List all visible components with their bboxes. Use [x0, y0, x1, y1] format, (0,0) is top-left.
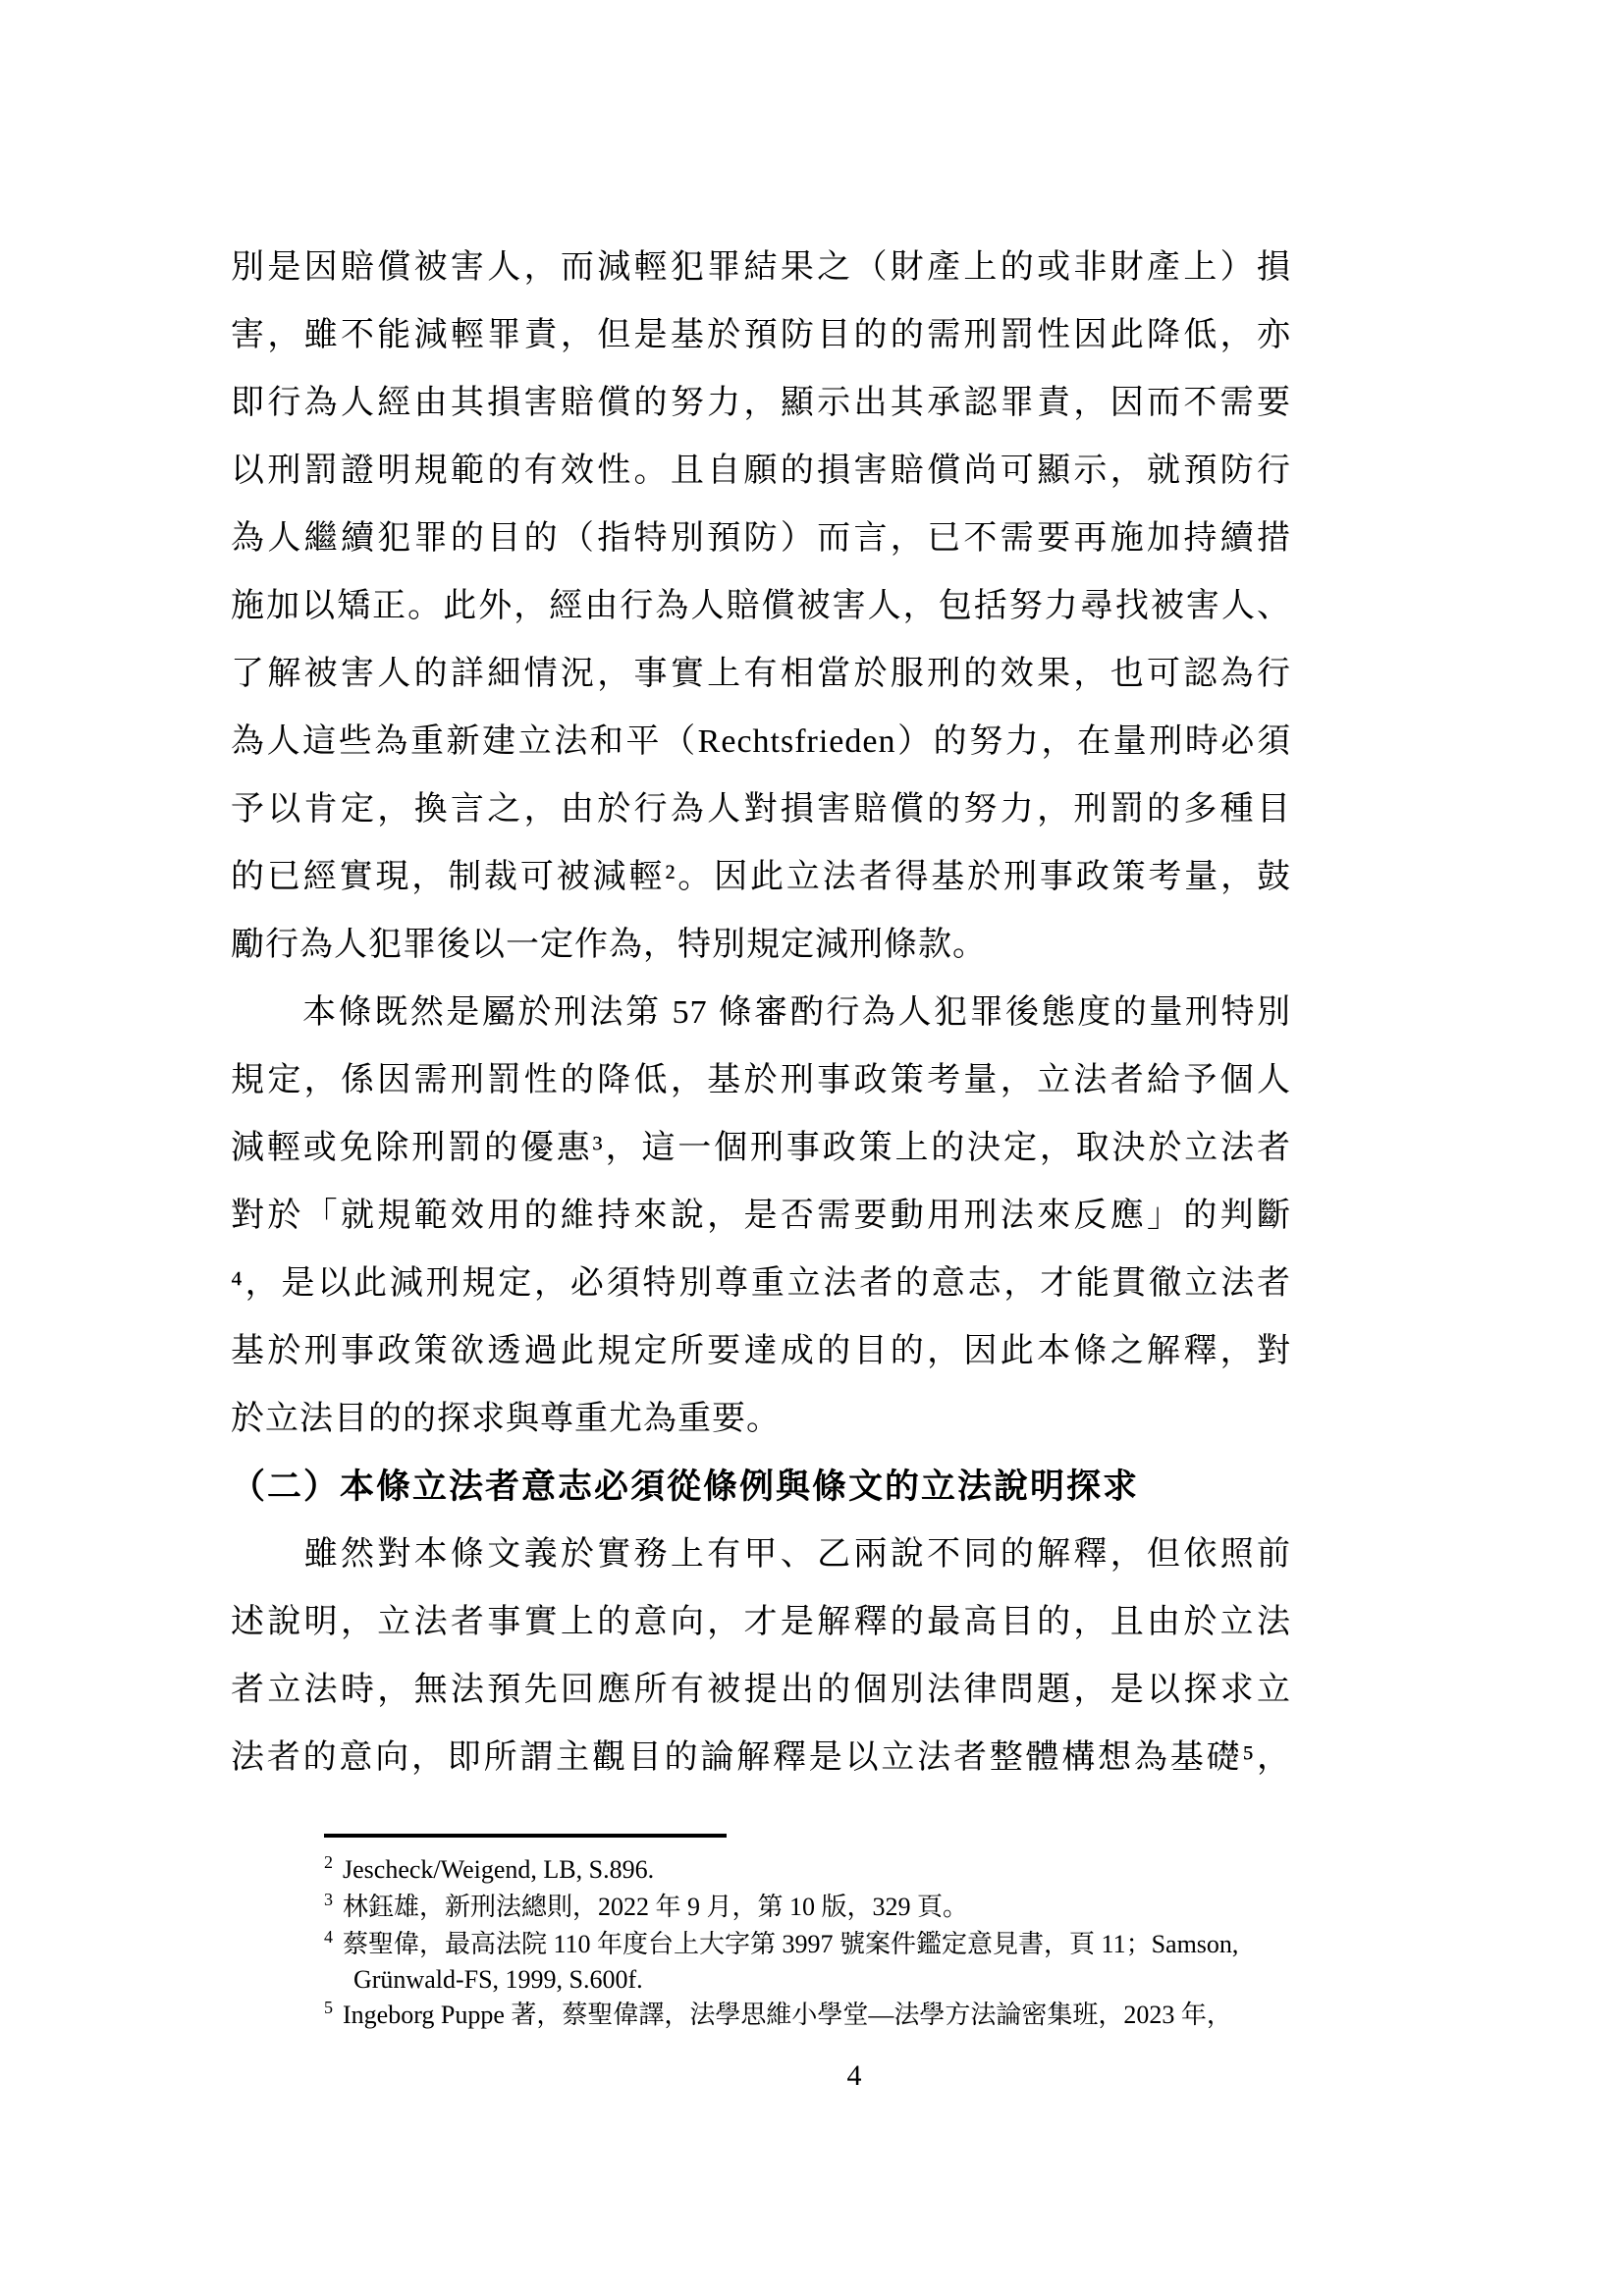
- body-text: [231, 234, 1291, 1791]
- text-line: 予以肯定，換言之，由於行為人對損害賠償的努力，刑罰的多種目: [231, 791, 1291, 828]
- text-line: 雖然對本條文義於實務上有甲、乙兩說不同的解釋，但依照前: [231, 1536, 1291, 1573]
- footnote-separator: [324, 1834, 727, 1838]
- text-line: 本條既然是屬於刑法第 57 條審酌行為人犯罪後態度的量刑特別: [231, 994, 1291, 1031]
- text-line: 基於刑事政策欲透過此規定所要達成的目的，因此本條之解釋，對: [231, 1333, 1291, 1369]
- text-line: 述說明，立法者事實上的意向，才是解釋的最高目的，且由於立法: [231, 1604, 1291, 1640]
- footnote-text: Grünwald-FS, 1999, S.600f.: [353, 1965, 643, 1994]
- text-line: 即行為人經由其損害賠償的努力，顯示出其承認罪責，因而不需要: [231, 385, 1291, 421]
- text-line: 者立法時，無法預先回應所有被提出的個別法律問題，是以探求立: [231, 1672, 1291, 1708]
- text-line: 為人繼續犯罪的目的（指特別預防）而言，已不需要再施加持續措: [231, 520, 1291, 557]
- text-line: 的已經實現，制裁可被減輕²。因此立法者得基於刑事政策考量，鼓: [231, 859, 1291, 895]
- footnotes-section: [324, 1834, 1424, 2034]
- text-line: 別是因賠償被害人，而減輕犯罪結果之（財產上的或非財產上）損: [231, 249, 1291, 286]
- footnote: 2 Jescheck/Weigend, LB, S.896.: [324, 1852, 655, 1884]
- text-line: 法者的意向，即所謂主觀目的論解釋是以立法者整體構想為基礎⁵，: [231, 1739, 1291, 1776]
- text-line: 為人這些為重新建立法和平（Rechtsfrieden）的努力，在量刑時必須: [231, 723, 1291, 760]
- text-line: 以刑罰證明規範的有效性。且自願的損害賠償尚可顯示，就預防行: [231, 453, 1291, 489]
- text-line: 了解被害人的詳細情況，事實上有相當於服刑的效果，也可認為行: [231, 656, 1291, 692]
- text-line: ⁴，是以此減刑規定，必須特別尊重立法者的意志，才能貫徹立法者: [231, 1265, 1291, 1302]
- footnote-text: 蔡聖偉，最高法院 110 年度台上大字第 3997 號案件鑑定意見書，頁 11；Samson,: [343, 1930, 1239, 1958]
- text-line: 於立法目的的探求與尊重尤為重要。: [231, 1401, 781, 1437]
- paragraph: [231, 979, 1291, 1453]
- text-line: 勵行為人犯罪後以一定作為，特別規定減刑條款。: [231, 927, 987, 963]
- footnote: 5 Ingeborg Puppe 著，蔡聖偉譯，法學思維小學堂—法學方法論密集班，2023 年，: [324, 1998, 1232, 2029]
- footnote: 4 蔡聖偉，最高法院 110 年度台上大字第 3997 號案件鑑定意見書，頁 11；Samson,: [324, 1927, 1239, 1958]
- text-line: 減輕或免除刑罰的優惠³，這一個刑事政策上的決定，取決於立法者: [231, 1130, 1291, 1166]
- page-number: 4: [846, 2059, 862, 2092]
- footnote-text: Ingeborg Puppe 著，蔡聖偉譯，法學思維小學堂—法學方法論密集班，2023 年，: [343, 2001, 1232, 2029]
- footnote: 3 林鈺雄，新刑法總則，2022 年 9 月，第 10 版，329 頁。: [324, 1890, 969, 1921]
- text-line: 對於「就規範效用的維持來說，是否需要動用刑法來反應」的判斷: [231, 1198, 1291, 1234]
- text-line: 施加以矯正。此外，經由行為人賠償被害人，包括努力尋找被害人、: [231, 588, 1291, 624]
- text-line: 規定，係因需刑罰性的降低，基於刑事政策考量，立法者給予個人: [231, 1062, 1291, 1098]
- footnote-text: 林鈺雄，新刑法總則，2022 年 9 月，第 10 版，329 頁。: [343, 1893, 969, 1921]
- paragraph: [231, 234, 1291, 979]
- text-line: 害，雖不能減輕罪責，但是基於預防目的的需刑罰性因此降低，亦: [231, 317, 1291, 353]
- footnote-text: Jescheck/Weigend, LB, S.896.: [343, 1855, 655, 1884]
- paragraph: [231, 1521, 1291, 1791]
- section-heading: （二）本條立法者意志必須從條例與條文的立法說明探求: [231, 1468, 1140, 1506]
